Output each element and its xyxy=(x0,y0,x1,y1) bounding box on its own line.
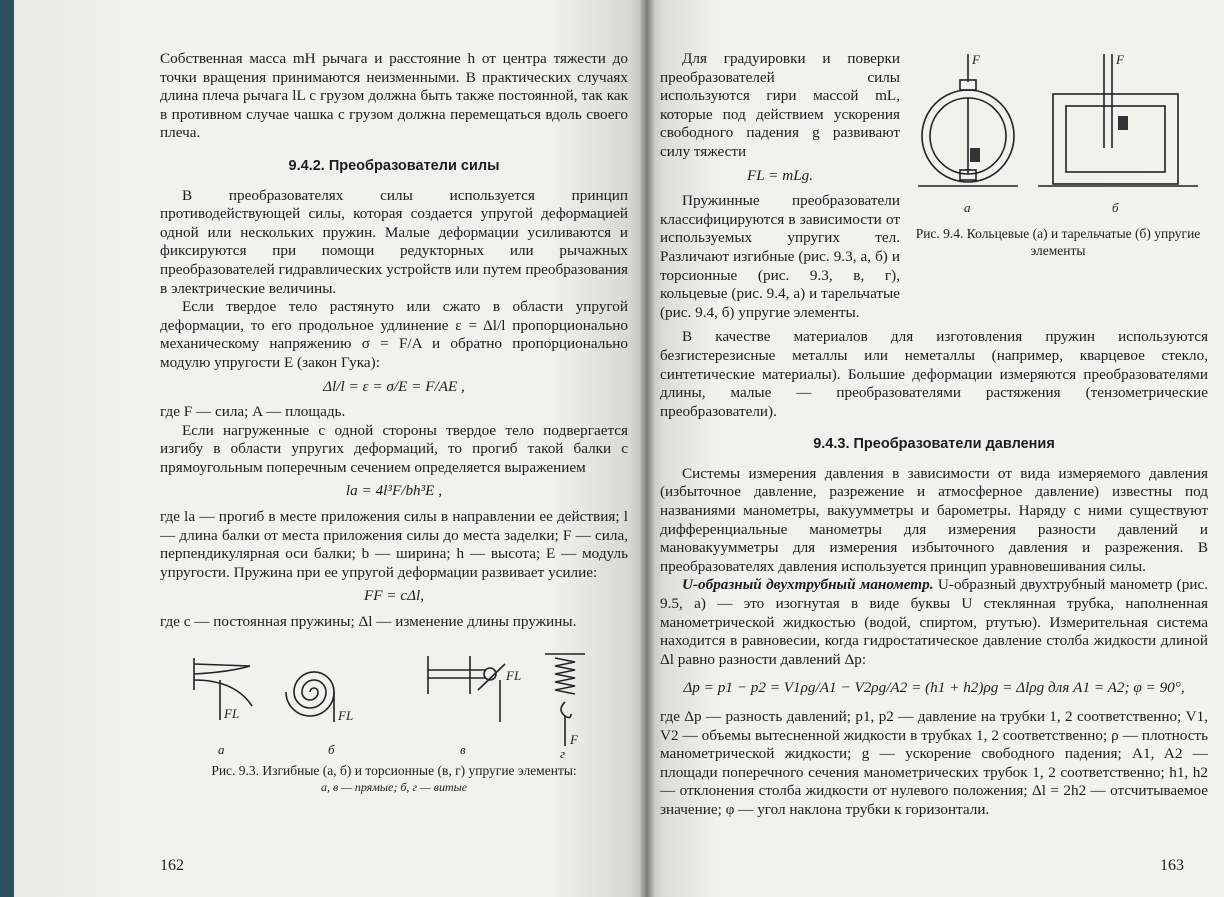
top-block xyxy=(660,50,1208,322)
paragraph xyxy=(660,576,1208,669)
paragraph: Системы измерения давления в зависимости от вида измеряемого давления (избыточное давление, разрежение и атмосферное давление) известны под названиями манометры, вакуумметры и барометры. Наряду с ними существуют дифференциальные манометры для измерения разности давлений и мановакуумметры для измерения избыточного давления и разрежения. В преобразователях давления используется принцип уравновешивания силы. xyxy=(660,464,1208,575)
force-label: FL xyxy=(506,667,522,683)
bold-lead: U-образный двухтрубный манометр. xyxy=(682,576,934,594)
figure-letter: а xyxy=(964,200,971,215)
paragraph: где Δp — разность давлений; p1, p2 — давление на трубки 1, 2 соответственно; V1, V2 — объемы вытесненной жидкости в трубках 1, 2 соответственно; ρ — плотность манометрической жидкости; g — ускорение свободного падения; A1, A2 — площади поперечного сечения манометрических трубок 1, 2 соответственно; h1, h2 — отклонения столба жидкости от нулевого положения; Δl = 2h2 — отсчитываемое значение; φ — угол наклона трубки к горизонтали. xyxy=(660,708,1208,818)
formula: FF = cΔl, xyxy=(363,587,425,605)
page-number: 163 xyxy=(1160,857,1184,874)
formula: Δl/l = ε = σ/E = F/AE , xyxy=(323,377,465,395)
caption-main: Рис. 9.3. Изгибные (а, б) и торсионные (в, г) упругие элементы: xyxy=(211,762,577,778)
section-heading: 9.4.3. Преобразователи давления xyxy=(813,436,1055,453)
formula: FL = mLg. xyxy=(746,166,814,184)
force-label: FL xyxy=(224,705,240,721)
figure-9-4-block xyxy=(908,50,1208,322)
figure-letter: б xyxy=(1112,200,1119,215)
formula: la = 4l³F/bh³E , xyxy=(345,482,443,500)
right-page xyxy=(646,0,1224,897)
page-number: 162 xyxy=(160,857,184,874)
figure-letter: в xyxy=(460,741,466,757)
force-label: F xyxy=(972,52,980,67)
figure-caption: Рис. 9.4. Кольцевые (а) и тарельчатые (б) упругие элементы xyxy=(915,226,1201,258)
paragraph: где c — постоянная пружины; Δl — изменение длины пружины. xyxy=(160,613,577,631)
force-label: F xyxy=(570,731,578,747)
left-text xyxy=(160,50,628,632)
paragraph: Для градуировки и поверки преобразователей силы используются гири массой mL, которые под действием ускорения свободного падения g развивают силу тяжести xyxy=(660,50,900,160)
paragraph: где la — прогиб в месте приложения силы в направлении ее действия; l — длина балки от места приложения силы до места заделки; F — сила, перпендикулярная оси балки; b — ширина; h — высота; E — модуль упругости. Пружина при ее упругой деформации развивает усилие: xyxy=(160,508,628,581)
paragraph: Пружинные преобразователи классифицируются в зависимости от используемых упругих тел. Различают изгибные (рис. 9.3, а, б) и торсионные (рис. 9.3, в, г), кольцевые (рис. 9.4, а) и тарельчатые (рис. 9.4, б) упругие элементы. xyxy=(660,192,900,321)
formula: Δp = p1 − p2 = V1ρg/A1 − V2ρg/A2 = (h1 + h2)ρg = Δlρg для A1 = A2; φ = 90°, xyxy=(683,679,1185,697)
figure-letter: а xyxy=(218,741,225,757)
force-label: F xyxy=(1116,52,1124,67)
paragraph-rest: U-образный двухтрубный манометр (рис. 9.5, а) — это изогнутая в виде буквы U стеклянная трубка, наполненная манометрической жидкостью (водой, спиртом, ртутью). Измерительная система находится в равновесии, когда гидростатическое давление столба жидкости длиной Δl равно разности давлений Δp: xyxy=(660,576,1208,668)
figure-9-3 xyxy=(160,650,620,760)
figure-caption xyxy=(160,762,628,796)
book-gutter xyxy=(640,0,654,897)
paragraph: Собственная масса mH рычага и расстояние h от центра тяжести до точки вращения принимаются неизменными. В практических случаях длина плеча рычага lL с грузом должна быть также постоянной, так как в противном случае чашка с грузом должна перемещаться вдоль своего плеча. xyxy=(160,50,628,142)
figure-letter: б xyxy=(328,741,335,757)
paragraph: Если нагруженные с одной стороны твердое тело подвергается изгибу в области упругих деформаций, то прогиб такой балки с прямоугольным поперечным сечением определяется выражением xyxy=(160,421,628,476)
section-heading: 9.4.2. Преобразователи силы xyxy=(288,157,500,174)
caption-sub: а, в — прямые; б, г — витые xyxy=(320,779,468,794)
figure-letter: г xyxy=(560,745,566,760)
right-text-column xyxy=(660,50,900,322)
paragraph: где F — сила; A — площадь. xyxy=(160,403,346,421)
paragraph: В качестве материалов для изготовления пружин используются безгистерезисные металлы или неметаллы (например, кварцевое стекло, синтетические материалы). Большие деформации измеряются преобразователями длины, малые — преобразователями растяжения (тензометрические преобразователи). xyxy=(660,328,1208,420)
left-page xyxy=(14,0,646,897)
right-text-main xyxy=(660,328,1208,819)
force-label: FL xyxy=(338,707,354,723)
paragraph: В преобразователях силы используется принцип противодействующей силы, которая создается упругой деформацией одной или нескольких пружин. Малые деформации усиливаются и фиксируются при помощи редукторных или рычажных преобразователей гидравлических устройств или путем преобразования в электрические величины. xyxy=(160,186,628,297)
paragraph: Если твердое тело растянуто или сжато в области упругой деформации, то его продольное удлинение ε = Δl/l пропорционально механическому напряжению σ = F/A и обратно пропорционально модулю упругости E (закон Гука): xyxy=(160,298,628,371)
figure-9-4 xyxy=(908,50,1208,220)
